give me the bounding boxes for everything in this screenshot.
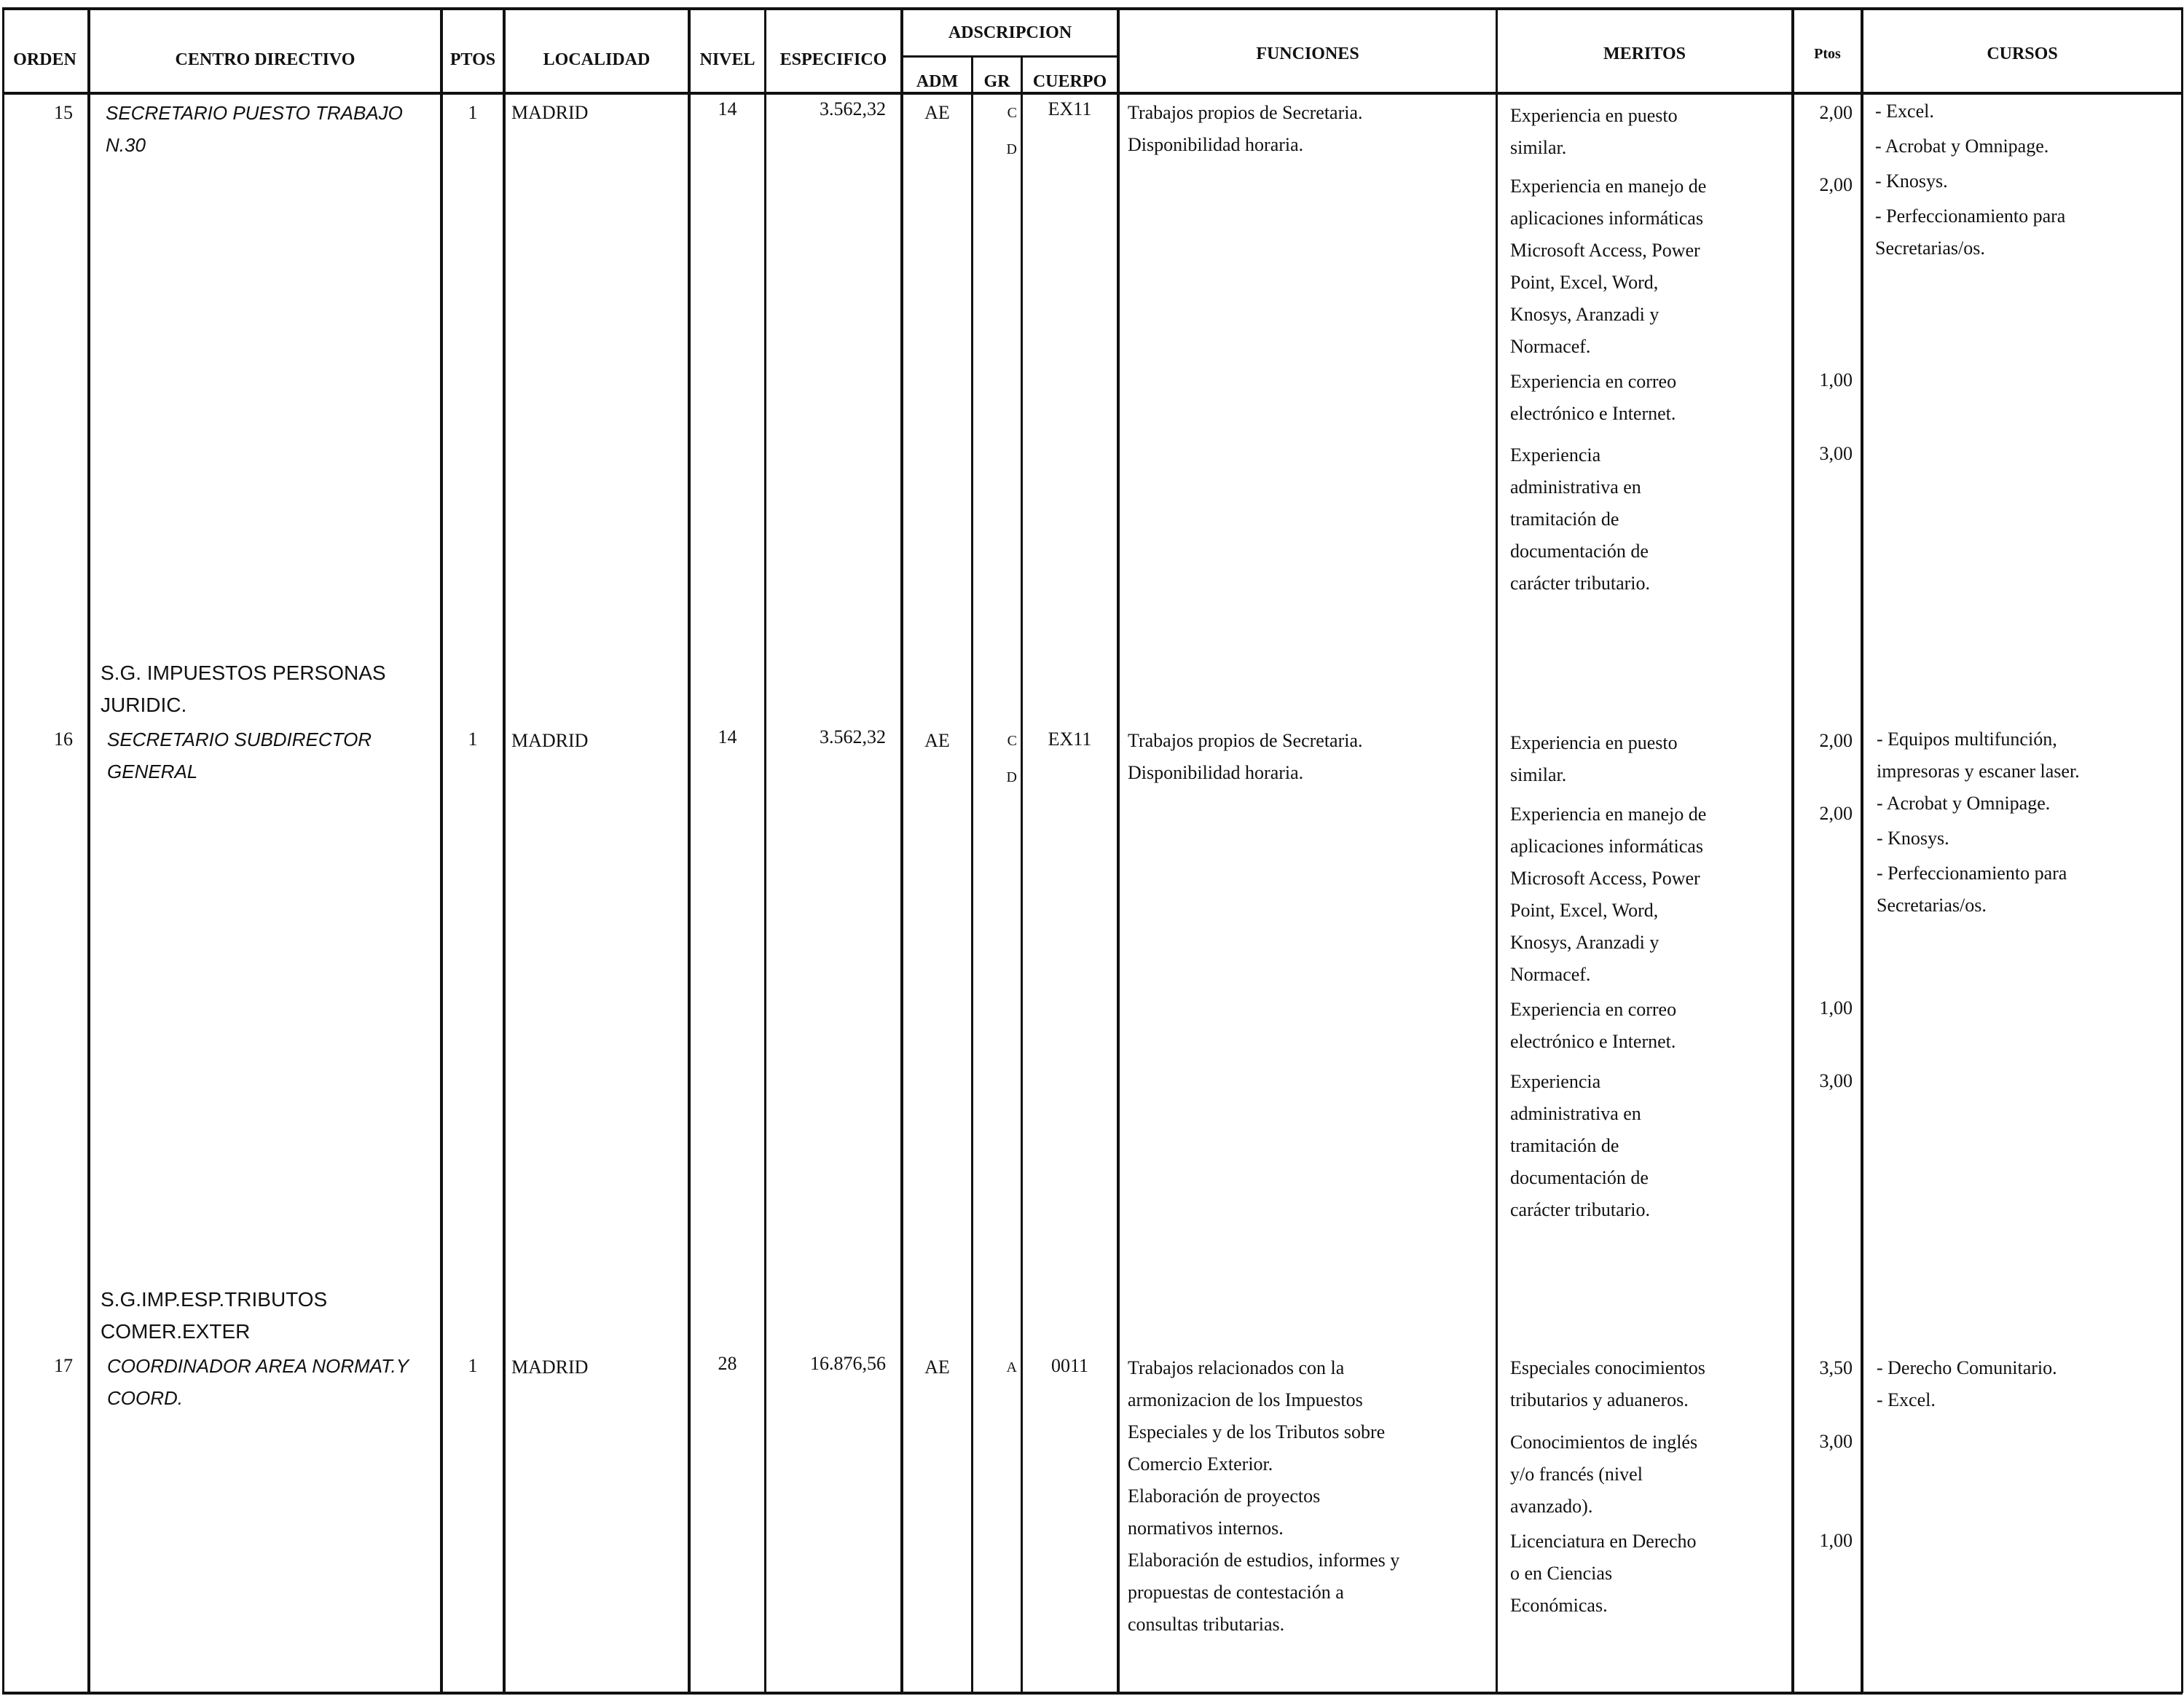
row-localidad: MADRID [511,730,589,751]
row-ptos: 1 [468,102,478,123]
row-puesto [107,723,372,788]
funciones-line: Trabajos propios de Secretaria. [1128,730,1363,751]
merito-item [1510,1352,1705,1416]
merito-line: documentación de [1510,1167,1649,1188]
header-adscripcion: ADSCRIPCION [948,23,1072,42]
merito-line: Normacef. [1510,964,1591,985]
curso-line: - Equipos multifunción, [1877,729,2057,750]
curso-line: - Acrobat y Omnipage. [1877,793,2051,814]
col-border-localidad [688,7,691,1693]
merito-line: similar. [1510,137,1567,158]
merito-item [1510,1066,1650,1226]
row-ptos: 1 [468,729,478,750]
header-ptos: PTOS [449,50,496,69]
merito-line: Experiencia [1510,444,1601,466]
merito-line: electrónico e Internet. [1510,1031,1676,1052]
merito-line: Knosys, Aranzadi y [1510,932,1659,953]
merito-item [1510,100,1678,164]
merito-line: Conocimientos de inglés [1510,1432,1698,1453]
puesto-line: N.30 [106,134,146,156]
header-ptos-meritos: Ptos [1814,46,1841,62]
curso-line: Secretarias/os. [1877,895,1987,916]
merito-item [1510,1526,1697,1622]
col-border-ptos [503,7,506,1693]
puesto-line: SECRETARIO SUBDIRECTOR [107,729,372,750]
header-localidad: LOCALIDAD [543,50,651,69]
adscripcion-divider [902,55,1118,58]
merito-line: tramitación de [1510,1135,1619,1156]
row-orden: 15 [54,102,73,123]
merito-line: tributarios y aduaneros. [1510,1389,1689,1410]
col-border-orden [87,7,90,1693]
funciones-line: normativos internos. [1128,1518,1284,1539]
row-gr [973,1351,1017,1383]
merito-line: carácter tributario. [1510,573,1650,594]
row-especifico: 16.876,56 [810,1353,886,1374]
row-adm: AE [924,1357,950,1378]
merito-line: carácter tributario. [1510,1199,1650,1220]
merito-item [1510,366,1676,430]
merito-item [1510,1426,1697,1523]
section-heading [101,1284,327,1348]
merito-ptos: 1,00 [1819,369,1853,390]
merito-item [1510,994,1676,1058]
row-especifico: 3.562,32 [820,726,886,747]
puesto-line: GENERAL [107,761,198,782]
header-meritos: MERITOS [1603,44,1686,63]
merito-ptos: 2,00 [1819,174,1853,195]
curso-line: - Knosys. [1875,170,1948,192]
merito-item [1510,798,1706,991]
header-adm: ADM [916,72,959,91]
merito-item [1510,727,1678,791]
merito-line: administrativa en [1510,1103,1641,1124]
row-gr [973,97,1017,165]
gr-line: D [1006,141,1017,157]
section-heading-line: COMER.EXTER [101,1320,251,1343]
row-nivel: 14 [718,726,737,747]
merito-line: Licenciatura en Derecho [1510,1531,1697,1552]
merito-line: administrativa en [1510,476,1641,498]
col-border-funciones [1496,7,1498,1693]
header-centro-directivo: CENTRO DIRECTIVO [175,50,356,69]
section-heading-line: JURIDIC. [101,694,187,716]
row-orden: 16 [54,729,73,750]
gr-line: C [1007,105,1017,121]
merito-ptos: 3,50 [1819,1357,1853,1378]
row-orden: 17 [54,1355,73,1376]
merito-line: Experiencia en puesto [1510,732,1678,753]
merito-line: Microsoft Access, Power [1510,240,1700,261]
row-puesto [107,1350,409,1414]
header-cursos: CURSOS [1987,44,2058,63]
col-border-left [2,7,4,1693]
merito-line: Especiales conocimientos [1510,1357,1705,1378]
curso-line: - Perfeccionamiento para [1875,205,2066,227]
row-especifico: 3.562,32 [820,98,886,119]
merito-line: tramitación de [1510,509,1619,530]
puesto-line: COORDINADOR AREA NORMAT.Y [107,1355,409,1377]
merito-ptos: 3,00 [1819,443,1853,464]
curso-line: - Knosys. [1877,828,1949,849]
merito-line: Point, Excel, Word, [1510,900,1659,921]
col-border-adm [971,57,973,1693]
funciones-line: consultas tributarias. [1128,1614,1285,1635]
row-funciones [1128,725,1363,789]
col-border-gr [1021,57,1023,1693]
row-localidad: MADRID [511,1357,589,1378]
merito-line: o en Ciencias [1510,1563,1613,1584]
merito-line: aplicaciones informáticas [1510,208,1703,229]
col-border-right [2181,7,2183,1693]
puesto-line: SECRETARIO PUESTO TRABAJO [106,102,403,124]
section-heading-line: S.G. IMPUESTOS PERSONAS [101,661,386,684]
curso-line: impresoras y escaner laser. [1877,761,2080,782]
funciones-line: Disponibilidad horaria. [1128,762,1304,783]
row-puesto [106,97,403,161]
merito-line: avanzado). [1510,1496,1593,1517]
row-gr [973,725,1017,793]
row-cursos [1877,723,2080,922]
row-cursos [1877,1352,2057,1416]
col-border-cuerpo [1117,7,1120,1693]
curso-line: Secretarias/os. [1875,237,1985,259]
funciones-line: Elaboración de estudios, informes y [1128,1550,1400,1571]
header-nivel: NIVEL [699,50,755,69]
col-border-especifico [900,7,903,1693]
merito-ptos: 2,00 [1819,803,1853,824]
merito-line: Point, Excel, Word, [1510,272,1659,293]
merito-ptos: 1,00 [1819,1530,1853,1551]
funciones-line: Elaboración de proyectos [1128,1485,1321,1507]
row-localidad: MADRID [511,102,589,123]
curso-line: - Excel. [1875,101,1934,122]
gr-line: A [1006,1359,1017,1375]
col-border-nivel [764,7,766,1693]
merito-item [1510,439,1650,600]
row-adm: AE [924,102,950,123]
merito-ptos: 3,00 [1819,1431,1853,1452]
curso-line: - Excel. [1877,1389,1936,1410]
row-adm: AE [924,730,950,751]
curso-line: - Perfeccionamiento para [1877,863,2067,884]
header-especifico: ESPECIFICO [779,50,887,69]
merito-line: Normacef. [1510,336,1591,357]
curso-line: - Derecho Comunitario. [1877,1357,2057,1378]
section-heading [101,657,386,721]
merito-line: Knosys, Aranzadi y [1510,304,1659,325]
row-nivel: 28 [718,1353,737,1374]
funciones-line: propuestas de contestación a [1128,1582,1344,1603]
merito-line: Experiencia en correo [1510,999,1677,1020]
row-cursos [1875,95,2065,264]
gr-line: D [1006,769,1017,785]
row-cuerpo: 0011 [1050,1355,1089,1376]
funciones-line: Disponibilidad horaria. [1128,134,1304,155]
col-border-centro [440,7,443,1693]
funciones-line: Trabajos relacionados con la [1128,1357,1345,1378]
gr-line: C [1007,733,1017,749]
merito-ptos: 2,00 [1819,730,1853,751]
merito-line: electrónico e Internet. [1510,403,1676,424]
merito-line: Experiencia [1510,1071,1601,1092]
merito-ptos: 1,00 [1819,997,1853,1018]
merito-item [1510,170,1706,363]
puesto-line: COORD. [107,1387,183,1409]
section-heading-line: S.G.IMP.ESP.TRIBUTOS [101,1288,328,1311]
col-border-ptos-meritos [1861,7,1863,1693]
funciones-line: Especiales y de los Tributos sobre [1128,1421,1386,1442]
row-ptos: 1 [468,1355,478,1376]
merito-line: documentación de [1510,541,1649,562]
row-cuerpo: EX11 [1048,98,1092,119]
row-nivel: 14 [718,98,737,119]
merito-line: aplicaciones informáticas [1510,836,1703,857]
header-orden: ORDEN [13,50,76,69]
curso-line: - Acrobat y Omnipage. [1875,136,2049,157]
merito-line: Experiencia en manejo de [1510,176,1707,197]
merito-ptos: 2,00 [1819,102,1853,123]
funciones-line: Comercio Exterior. [1128,1453,1273,1475]
funciones-line: armonizacion de los Impuestos [1128,1389,1363,1410]
merito-line: Experiencia en puesto [1510,105,1678,126]
row-funciones [1128,97,1363,161]
merito-line: similar. [1510,764,1567,785]
header-gr: GR [983,72,1010,91]
merito-line: Microsoft Access, Power [1510,868,1700,889]
row-cuerpo: EX11 [1048,729,1092,750]
header-cuerpo: CUERPO [1032,72,1107,91]
funciones-line: Trabajos propios de Secretaria. [1128,102,1363,123]
merito-line: Experiencia en correo [1510,371,1677,392]
merito-line: Experiencia en manejo de [1510,804,1707,825]
merito-line: y/o francés (nivel [1510,1464,1643,1485]
merito-line: Económicas. [1510,1595,1608,1616]
table-bottom-border [2,1692,2183,1695]
header-funciones: FUNCIONES [1256,44,1359,63]
merito-ptos: 3,00 [1819,1070,1853,1091]
row-funciones [1128,1352,1399,1641]
